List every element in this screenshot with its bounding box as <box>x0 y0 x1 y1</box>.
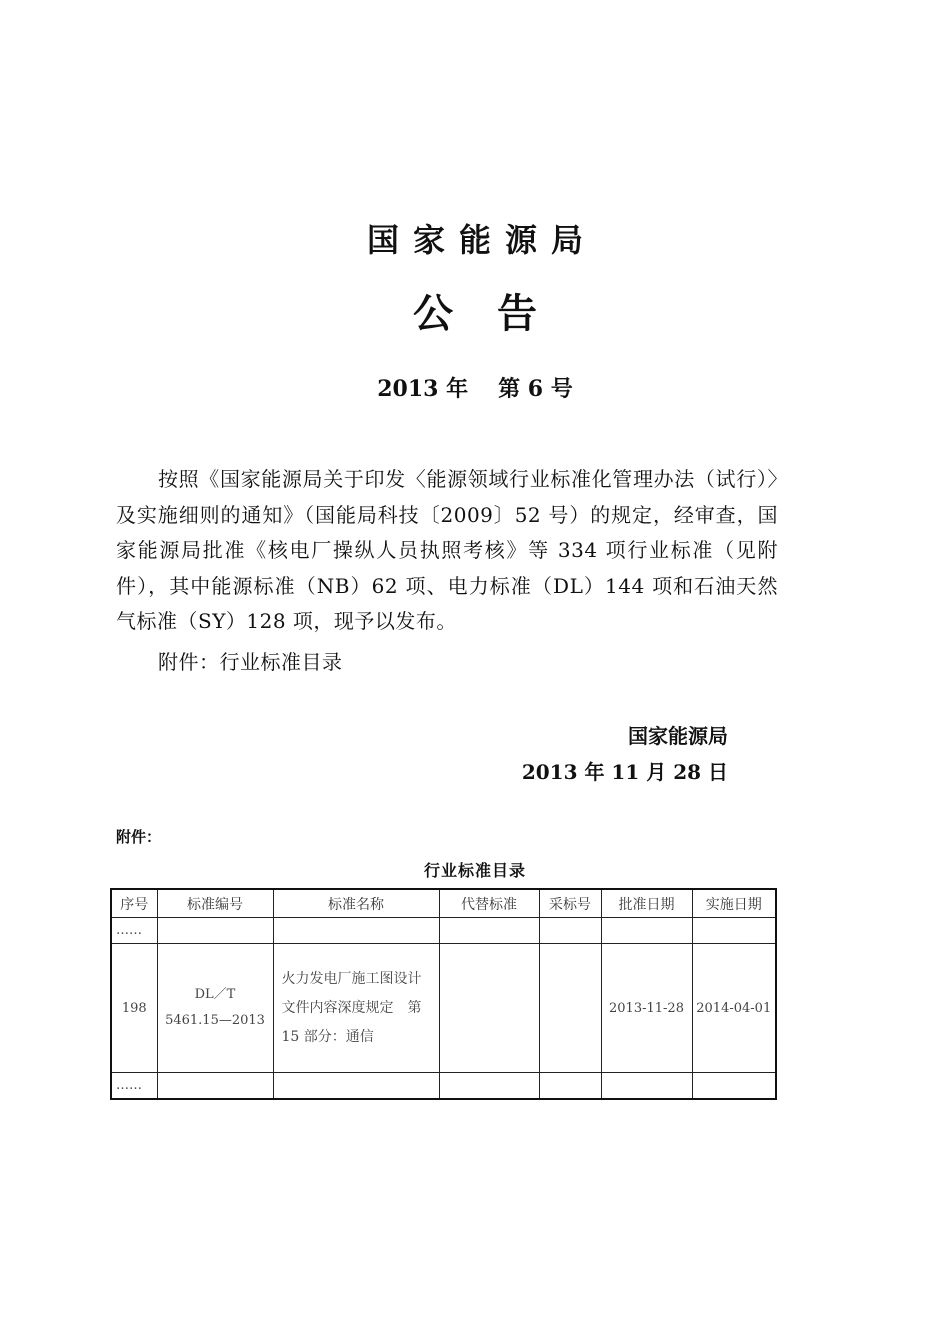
document-type: 公告 <box>413 291 581 337</box>
row-replaces <box>439 944 539 1073</box>
row-adopted <box>539 944 601 1073</box>
row-name: 火力发电厂施工图设计文件内容深度规定 第 15 部分：通信 <box>273 944 439 1073</box>
table-title: 行业标准目录 <box>423 861 526 880</box>
issue-number <box>0 372 950 403</box>
col-header-approve-date: 批准日期 <box>601 889 692 918</box>
attachment-label: 附件： <box>116 828 162 846</box>
table-row-ellipsis-top <box>111 918 776 944</box>
col-header-effective-date: 实施日期 <box>692 889 776 918</box>
table-row <box>111 944 776 1073</box>
table-header-row <box>111 889 776 918</box>
announcement-body: 按照《国家能源局关于印发〈能源领域行业标准化管理办法（试行）〉及实施细则的通知》（国能局科技〔2009〕52 号）的规定，经审查，国家能源局批准《核电厂操纵人员执照考核》等 334 项行业标准（见附件），其中能源标准（NB）62 项、电力标准（DL）144 项和石油天然气标准（SY）128 项，现予以发布。 <box>116 467 778 633</box>
standards-table <box>110 888 777 1100</box>
issue-year: 2013 年 <box>377 376 469 402</box>
table-row-ellipsis-bottom <box>111 1073 776 1100</box>
signature-date: 2013 年 11 月 28 日 <box>521 760 728 784</box>
col-header-code: 标准编号 <box>157 889 273 918</box>
signature-org: 国家能源局 <box>628 724 728 748</box>
issue-no: 第 6 号 <box>498 376 573 402</box>
col-header-no: 序号 <box>111 889 157 918</box>
col-header-adopted: 采标号 <box>539 889 601 918</box>
col-header-name: 标准名称 <box>273 889 439 918</box>
row-no: 198 <box>111 944 157 1073</box>
col-header-replaces: 代替标准 <box>439 889 539 918</box>
row-effective-date: 2014-04-01 <box>692 944 776 1073</box>
attachment-reference: 附件：行业标准目录 <box>158 650 343 674</box>
row-code-line2: 5461.15—2013 <box>165 1013 265 1028</box>
row-code-line1: DL／T <box>194 987 236 1002</box>
ellipsis-cell: …… <box>111 1073 157 1100</box>
row-approve-date: 2013-11-28 <box>601 944 692 1073</box>
agency-title: 国家能源局 <box>366 221 597 259</box>
row-code <box>157 944 273 1073</box>
ellipsis-cell: …… <box>111 918 157 944</box>
